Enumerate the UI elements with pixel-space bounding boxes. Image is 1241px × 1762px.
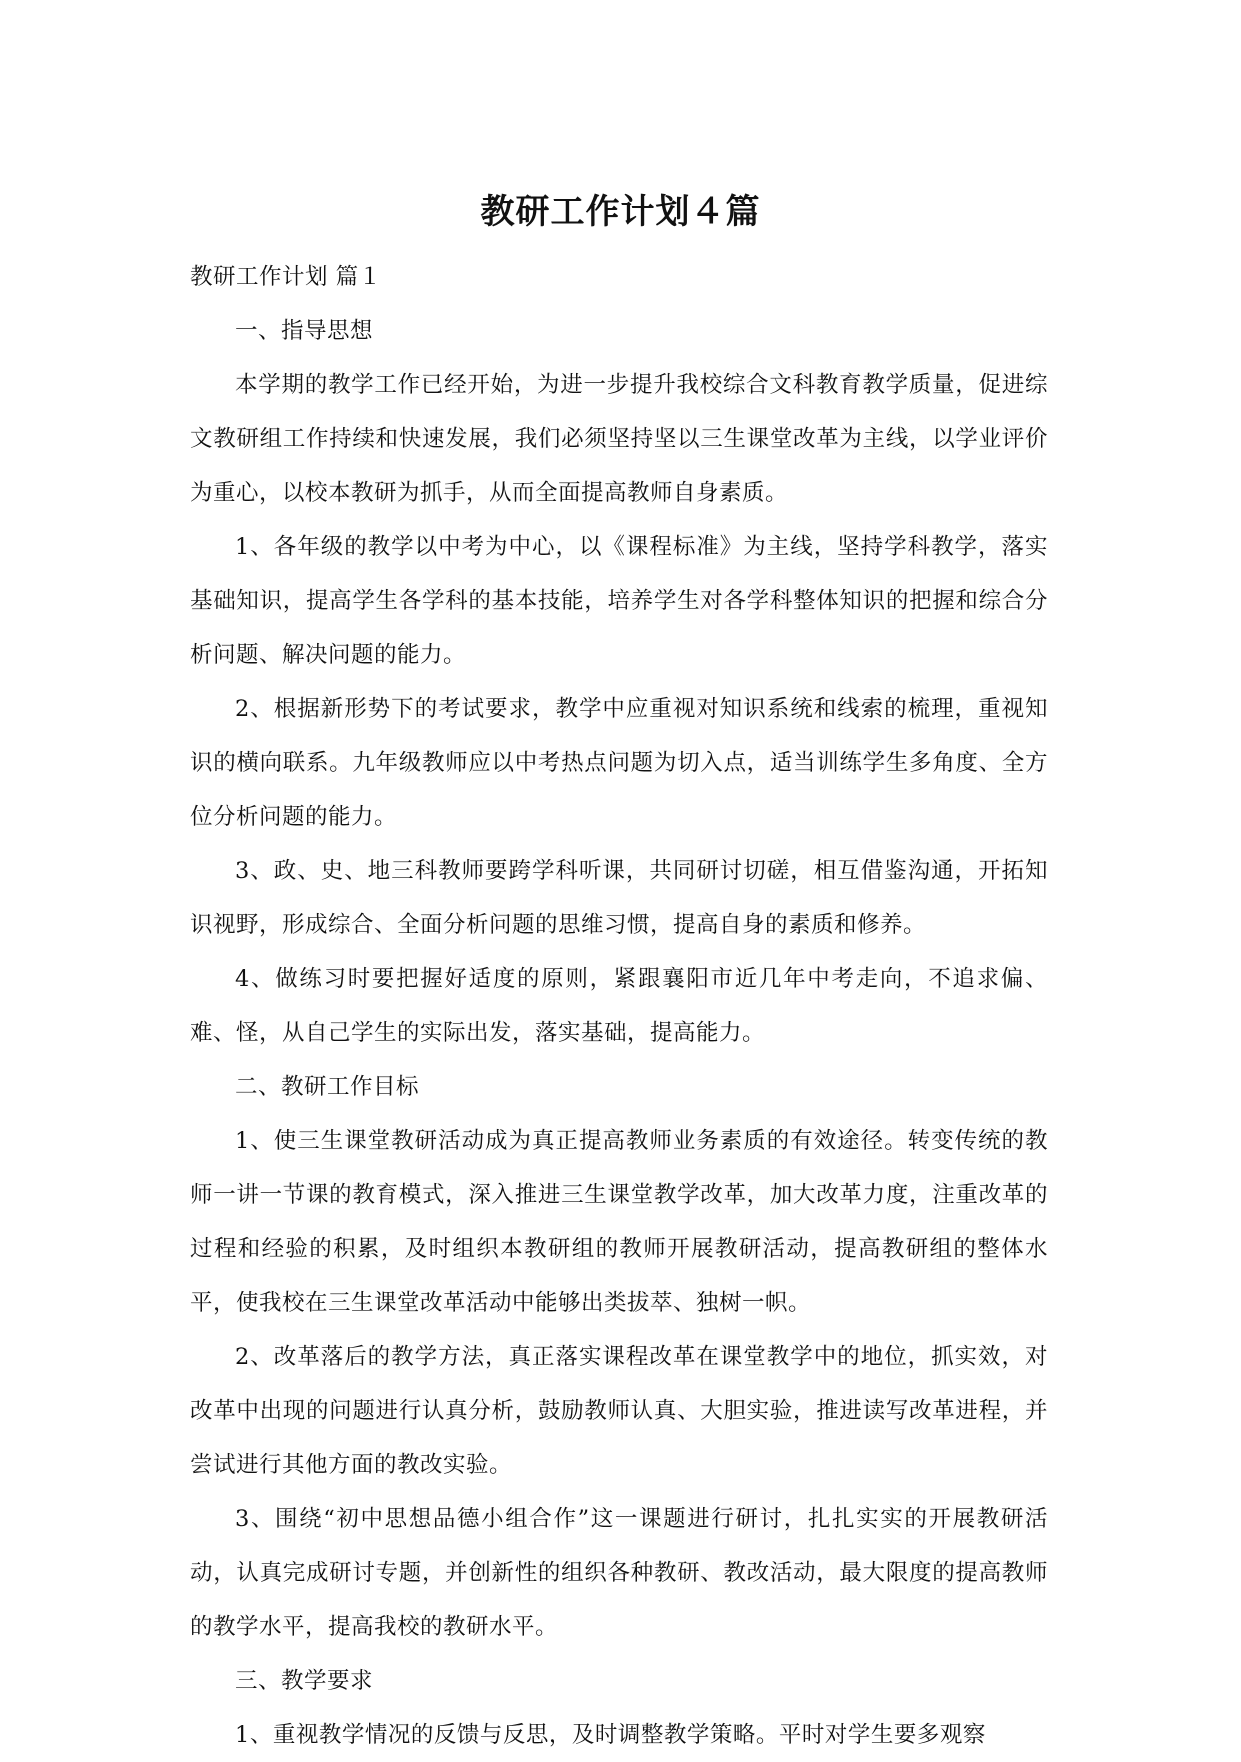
- paragraph: 2、改革落后的教学方法，真正落实课程改革在课堂教学中的地位，抓实效，对改革中出现的问题进行认真分析，鼓励教师认真、大胆实验，推进读写改革进程，并尝试进行其他方面的教改实验。: [190, 1344, 1048, 1478]
- section-heading: 一、指导思想: [235, 318, 374, 344]
- section-heading: 二、教研工作目标: [235, 1074, 420, 1100]
- document-body: [190, 250, 1048, 1762]
- paragraph: 1、重视教学情况的反馈与反思，及时调整教学策略。平时对学生要多观察: [235, 1722, 986, 1748]
- paragraph: 本学期的教学工作已经开始，为进一步提升我校综合文科教育教学质量，促进综文教研组工作持续和快速发展，我们必须坚持坚以三生课堂改革为主线，以学业评价为重心，以校本教研为抓手，从而全面提高教师自身素质。: [190, 372, 1048, 506]
- document-title: 教研工作计划４篇: [480, 192, 761, 232]
- paragraph: 3、围绕“初中思想品德小组合作”这一课题进行研讨，扎扎实实的开展教研活动，认真完成研讨专题，并创新性的组织各种教研、教改活动，最大限度的提高教师的教学水平，提高我校的教研水平。: [190, 1506, 1048, 1640]
- paragraph: 3、政、史、地三科教师要跨学科听课，共同研讨切磋，相互借鉴沟通，开拓知识视野，形成综合、全面分析问题的思维习惯，提高自身的素质和修养。: [190, 858, 1048, 938]
- paragraph: 2、根据新形势下的考试要求，教学中应重视对知识系统和线索的梳理，重视知识的横向联系。九年级教师应以中考热点问题为切入点，适当训练学生多角度、全方位分析问题的能力。: [190, 696, 1048, 830]
- section-subtitle: 教研工作计划 篇１: [190, 264, 382, 290]
- section-heading: 三、教学要求: [235, 1668, 374, 1694]
- paragraph: 1、使三生课堂教研活动成为真正提高教师业务素质的有效途径。转变传统的教师一讲一节课的教育模式，深入推进三生课堂教学改革，加大改革力度，注重改革的过程和经验的积累，及时组织本教研组的教师开展教研活动，提高教研组的整体水平，使我校在三生课堂改革活动中能够出类拔萃、独树一帜。: [190, 1128, 1048, 1316]
- paragraph: 4、做练习时要把握好适度的原则，紧跟襄阳市近几年中考走向，不追求偏、难、怪，从自己学生的实际出发，落实基础，提高能力。: [190, 966, 1048, 1046]
- paragraph: 1、各年级的教学以中考为中心，以《课程标准》为主线，坚持学科教学，落实基础知识，提高学生各学科的基本技能，培养学生对各学科整体知识的把握和综合分析问题、解决问题的能力。: [190, 534, 1048, 668]
